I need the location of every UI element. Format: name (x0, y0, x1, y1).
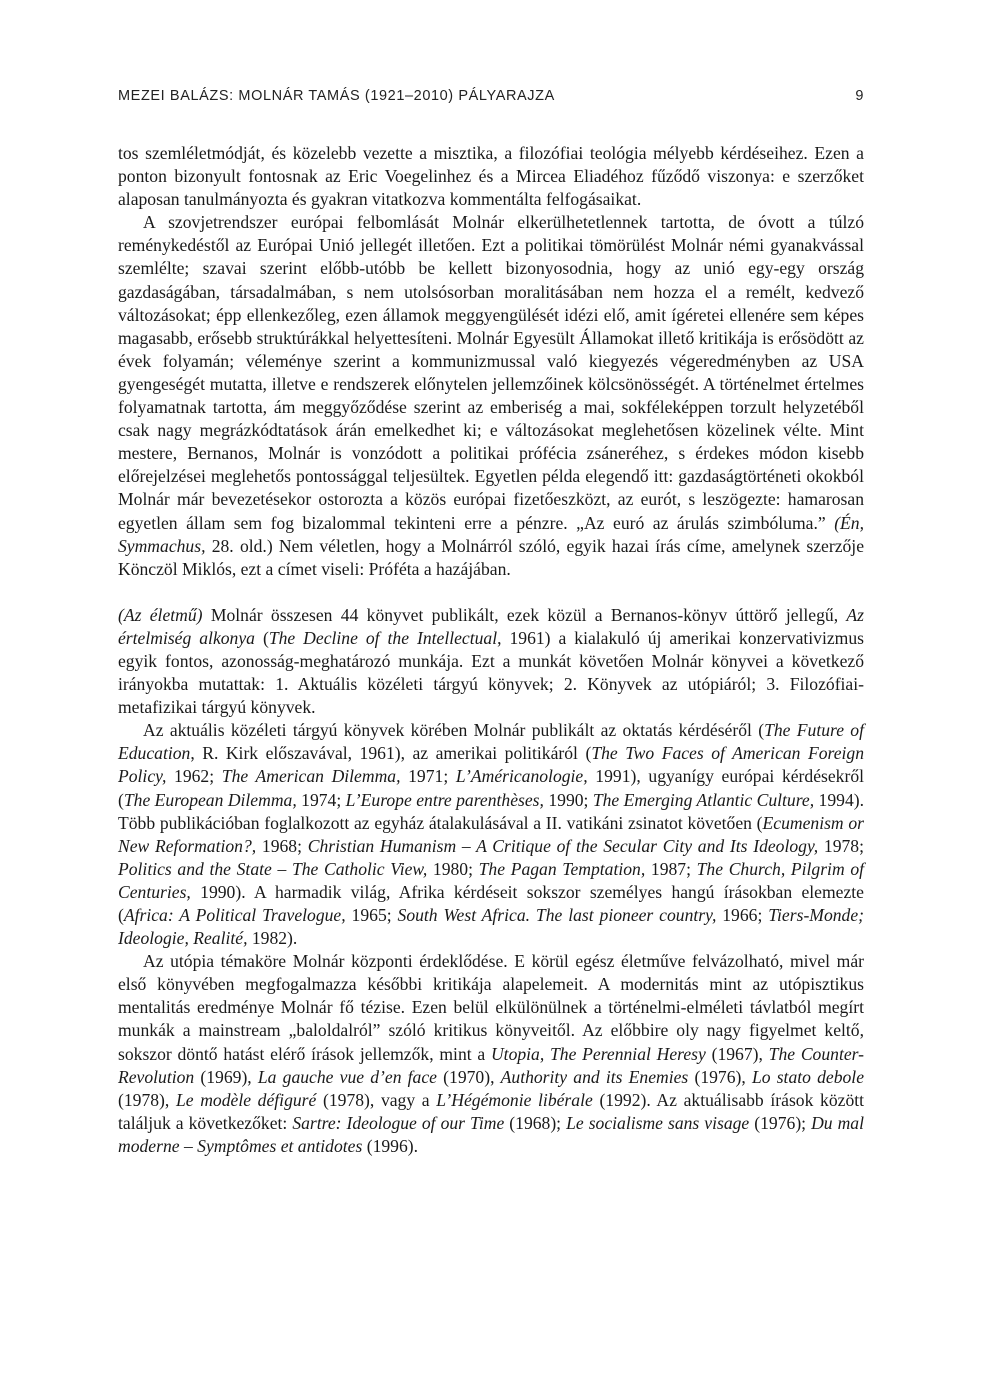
italic-title: Politics and the State – The Catholic View, (118, 858, 428, 879)
text-run: (1967), (705, 1043, 769, 1064)
text-run: 1982). (247, 928, 298, 949)
text-run: 1966; (716, 905, 769, 925)
italic-title: Authority and its Enemies (500, 1066, 689, 1087)
text-run: 1965; (345, 905, 398, 925)
paragraph-2 (118, 211, 864, 581)
italic-title: The Church, Pilgrim of Centuries, (118, 858, 864, 902)
text-run: tos szemléletmódját, és közelebb vezette a misztika, a filozófiai teológia mélyebb kérdéseihez. Ezen a ponton bizonyult fontosnak az Eric Voegelinhez és a Mircea Eliadéhoz fűződő viszonya: e szerzőket alaposan tanulmányozta és gyakran vitatkozva kommentálta felfogásaikat. (118, 143, 864, 210)
paragraph-3 (118, 604, 864, 719)
page-number: 9 (855, 88, 864, 104)
italic-title: Christian Humanism – A Critique of the Secular City and Its Ideology, (307, 835, 819, 856)
text-run: Molnár összesen 44 könyvet publikált, ezek közül a Bernanos-könyv úttörő jellegű, (202, 604, 847, 625)
italic-title: Sartre: Ideologue of our Time (292, 1112, 505, 1133)
italic-title: Africa: A Political Travelogue, (123, 905, 346, 925)
text-run: (1992). Az aktuálisabb írások között találjuk a következőket: (118, 1089, 865, 1133)
text-run: ( (254, 627, 269, 648)
text-run: 1980; (427, 858, 479, 879)
italic-title: The Future of Education (118, 720, 864, 764)
text-run: 1990). A harmadik világ, Afrika kérdéseit sokszor személyes hangú írásokban elemezte ( (118, 881, 864, 925)
italic-title: La gauche vue d’en face (257, 1066, 437, 1087)
italic-title: (Én, Symmachus, (118, 512, 864, 556)
italic-title: L’Europe entre parenthèses, (345, 789, 544, 810)
italic-title: Tiers-Monde; Ideologie, Realité, (118, 905, 865, 949)
text-run: 1994). Több publikációban foglalkozott az egyház átalakulásával a II. vatikáni zsinatot követően ( (118, 789, 864, 833)
paragraph-5 (118, 950, 864, 1158)
text-run: 1987; (645, 858, 697, 879)
paragraph-4 (118, 719, 864, 950)
italic-title: Le socialisme sans visage (566, 1112, 750, 1133)
text-run: 1971; (400, 766, 456, 787)
text-run: 1974; (296, 789, 346, 810)
italic-title: The Counter-Revolution (118, 1043, 865, 1087)
text-run: (1969), (194, 1066, 258, 1087)
text-run: Az aktuális közéleti tárgyú könyvek körében Molnár publikált az oktatás kérdéséről ( (143, 720, 765, 741)
text-run: 1962; (166, 766, 222, 787)
running-title: MEZEI BALÁZS: MOLNÁR TAMÁS (1921–2010) PÁLYARAJZA (118, 88, 555, 104)
italic-title: Ecumenism or New Reformation?, (118, 812, 865, 856)
text-run: (1996). (362, 1135, 419, 1156)
italic-title: Du mal moderne – Symptômes et antidotes (118, 1112, 864, 1156)
italic-title: Lo stato debole (751, 1066, 865, 1087)
italic-title: South West Africa. The last pioneer country, (397, 905, 717, 925)
text-run: 1990; (543, 789, 593, 810)
text-run: (1978), vagy a (316, 1089, 437, 1110)
italic-title: The Pagan Temptation, (478, 858, 646, 879)
text-run: 1968; (256, 835, 308, 856)
text-run: 1978; (818, 835, 864, 856)
italic-title: L’Américanologie, (455, 766, 588, 787)
text-run: , R. Kirk előszavával, 1961), az amerikai politikáról ( (190, 743, 592, 764)
text-run: , 1961) a kialakuló új amerikai konzervativizmus egyik fontos, azonosság-meghatározó munkája. Ezt a munkát követően Molnár könyvei a következő irányokba mutattak: 1. Aktuális közéleti tárgyú könyvek; 2. Könyvek az utópiáról; 3. Filozófiai-metafizikai tárgyú könyvek. (118, 627, 864, 718)
italic-title: The Emerging Atlantic Culture, (592, 789, 815, 810)
body-text (118, 142, 864, 1158)
text-run: (1968); (504, 1112, 567, 1133)
text-run: (1978), (118, 1089, 176, 1110)
text-run: (1970), (436, 1066, 501, 1087)
italic-title: The Decline of the Intellectual (268, 627, 498, 648)
running-header (118, 88, 864, 108)
section-label: (Az életmű) (118, 604, 203, 625)
text-run: A szovjetrendszer európai felbomlását Molnár elkerülhetetlennek tartotta, de óvott a túlzó reménykedéstől az Európai Unió jellegét illetően. Ezt a politikai tömörülést Molnár némi gyanakvással szemlélte; szavai szerint előbb-utóbb be kellett bizonyosodnia, hogy az unió egy-egy ország gazdaságában, társadalmában, s nem utolsósorban moralitásában nem hozza el a remélt, kedvező változásokat; épp ellenkezőleg, ezen államok meggyengülését idézi elő, amit ígéretei ellenére sem képes magasabb, erősebb struktúrákkal helyettesíteni. Molnár Egyesült Államokat illető kritikája is erősödött az évek folyamán; véleménye szerint a kommunizmussal való kiegyezés végeredményben az USA gyengeségét mutatta, illetve e rendszerek előnytelen jellemzőinek kölcsönösségét. A történelmet értelmes folyamatnak tartotta, ám meggyőződése szerint az emberiség a mai, sokféleképpen torzult helyzetéből csak nagy megrázkódtatások árán emelkedhet ki; e változásokat meglehetősen közelinek vélte. Mint mestere, Bernanos, Molnár is vonzódott a politikai prófécia zsáneréhez, s érdekes módon kisebb előrejelzései meglehetős pontossággal teljesültek. Egyetlen példa elegendő itt: gazdaságtörténeti okokból Molnár már bevezetésekor ostorozta a közös európai fizetőeszközt, az eurót, s leszögezte: hamarosan egyetlen állam sem fog bizalommal tekinteni erre a pénzre. „Az euró az árulás szimbóluma.” (118, 212, 864, 533)
text-run: (1976), (688, 1066, 752, 1087)
italic-title: The European Dilemma, (123, 789, 297, 810)
paragraph-1 (118, 142, 864, 211)
text-run: Az utópia témaköre Molnár központi érdeklődése. E körül egész életműve felvázolható, mivel már első könyvében megfogalmazza későbbi kritikája alapelemeit. A modernitás mint az utópisztikus mentalitás eredménye Molnár fő tézise. Ezen belül elkülönülnek a történelmi-elméleti távlatból megírt munkák a mainstream „baloldalról” szóló kritikus könyveitől. Az előbbire oly nagy figyelmet keltő, sokszor döntő hatást elérő írások jellemzők, mint a (118, 951, 864, 1064)
italic-title: Az értelmiség alkonya (118, 604, 864, 648)
text-run: 28. old.) Nem véletlen, hogy a Molnárról szóló, egyik hazai írás címe, amelynek szerzője Könczöl Miklós, ezt a címet viseli: Próféta a hazájában. (118, 535, 864, 579)
italic-title: The Two Faces of American Foreign Policy, (118, 743, 865, 787)
italic-title: The American Dilemma, (221, 766, 401, 787)
italic-title: Le modèle défiguré (175, 1089, 317, 1110)
italic-title: Utopia, The Perennial Heresy (490, 1043, 706, 1064)
text-run: 1991), ugyanígy európai kérdésekről ( (118, 766, 865, 810)
italic-title: L’Hégémonie libérale (436, 1089, 593, 1110)
text-run: (1976); (749, 1112, 812, 1133)
